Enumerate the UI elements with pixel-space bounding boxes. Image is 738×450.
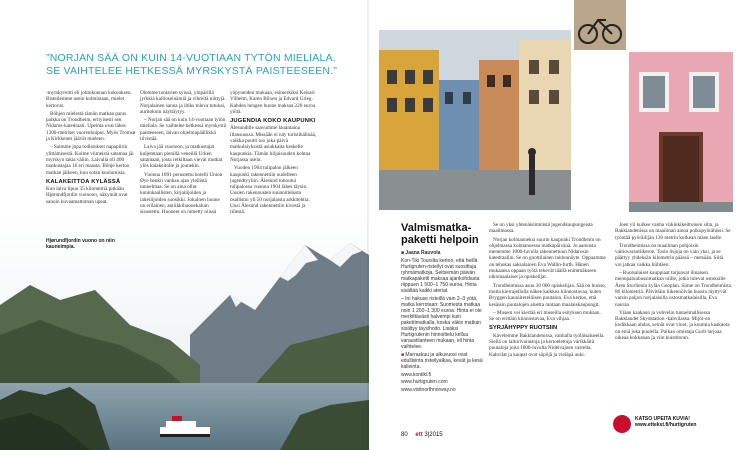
paragraph: Yläan kaakaon ja vohvelin tunnelmallisessa Bakklandet Skydstation -kahvilassa. Mijöt-on kodikkaan ahdas, seinät ovat vinot, ja kuumia kaakaota on eniä joka puolella. Paikan omistaja Gurli tarjoaa oikeaa kokkanan ja viin kuistitoran. [615,309,730,342]
subheading: SYRJÄHYPPY RUOTSIIN [489,325,558,332]
page-number: 80 [401,432,408,438]
paragraph: Vuonna 1891 perustettu hotelli Union Øye henkii vanhan ajan ylellistä tunnelmaa. Se on aina ollut kuninkaallisten, kirjailijoiden ja taiteilijoiden suosikki. Jokainen huone on erilainen, antiikkihuonekaluin sisustettu. Huoneet on nimetty niissä [140,171,223,216]
sidebar-title [401,222,481,246]
sidebar-title-line-2: paketti helpoin [401,234,479,246]
pull-quote-line-1: ”NORJAN SÄÄ ON KUIN 14-VUOTIAAN TYTÖN MIELIALA. [46,52,336,64]
page-folio [401,432,443,438]
paragraph: – Ruotsalaiset kauppiaat tarjoavat ilmaisen menopaluubussimatkan niille, jotka tulevat ostoksille Åren Storlienin kylän Geoplan. Sinne on Trondheimista 86 kilometriä. Päivittäin liikennöivän bussin täyttyvät varsin paljon norjalaisilla ostosmatkalaisilla, Eva nauraa. [615,270,731,308]
subheading: KALAKEITTOA KYLÄSSÄ [46,178,121,185]
camera-badge-icon [613,415,631,433]
paragraph: – Saimme jopa todistukset napapiirin ylittämisestä. Kolme viimeistä satamaa jäi myrskyn takia väliin. Laivalla oli 400 matkustajaa 16 eri maasta. Böhje kertoo matkan jälkeen, kun sotan kuulumisia. [46,144,134,176]
sidebar-body [401,250,483,395]
paragraph: Olemme tuntarien syissä, ympärillä jyrkkiä kallioseinämiä ja vihreitä niittyjä. Norjalainen sanna ja iltiks toleva tutukai, auritokoin näyttäytyy. [140,90,226,115]
issue-number: 3|2015 [424,432,443,438]
article-column-4 [489,222,607,360]
paragraph: Se on yksi yhtenäisimmistä jugendkaupungeista maailmassa. [489,222,593,235]
article-column-3 [230,90,318,218]
paragraph: Laiva jää vuonoon, ja matkustajat kuljetetaan pienillä veneillä Urken satamaan, josta retkiltaan vievät mutkat ylös kalakeitolle ja jonnekin. [140,144,223,170]
badge-line-2[interactable]: www.ettekst.fi/hurtigruten [635,422,697,428]
magazine-brand: ett [415,432,423,438]
paragraph: Vuoden 1904 tulipalon jälkeen kaupunki rakennettiin uudelleen jugendtyyliin. Ålesund tuhoutui tulipalossa vuonna 1904 lähes täysin. Uusien rakennusten suunnittelusta osallistui yli 50 norjalaista arkkitehtia. Uusi Ålesund rakennettiin kivestä ja tiilestä. [230,165,310,216]
sidebar-byline: ■ Jaana Rauvola [401,250,441,256]
pink-house-photo [629,52,733,212]
paragraph: Trondheimissa on maailman pohjoisin valtiovarautilkeroe. Tosin lisjoja on vain yksi, ja se päättyy yhdeksän kilometrin päässä – metsään. Siitä voi jatkaa vaikka hiihtäen. [615,242,724,268]
sidebar-paragraph: Kon-Tiki Tourslta kertoo, että heillä Hurtigruten-risteilyt ovat suosittuja ryhmämatkoja. Seitsemän päivän matkapaketti maksaa ajankohdasta riippuen 1 500–1 750 euroa. Hinta sisältää kaikki ateriat. [401,257,480,295]
article-column-2 [140,90,226,218]
paragraph: Kävelemme Bakklandenissa, vanhalla työläisalueella. Siellä on laiturivarastoja ja kertoelettuja värikkäitä puutaloja joita 1600-luvulta Nidelvajoen varrelta. Kahvilat ja kaupat ovat söpöjä ja vieläpä auki. [489,332,605,358]
paragraph: – Norjan sää on kuin 14-vuotiaan tytön mieliala. Se vaihtelee hetkessä myrskystä paisteeseen, laivan ohjelmapäällikkö tiivistää. [140,117,226,143]
subheading: JUGENDIA KOKO KAUPUNKI [230,118,316,125]
sidebar-title-line-1: Valmismatka- [401,222,472,234]
bicycle-photo [574,0,626,50]
right-page [369,0,738,450]
article-column-1 [46,90,136,207]
badge-line-1: KATSO UPEITA KUVIA! [635,416,690,422]
fjord-landscape-image [0,215,369,450]
paragraph: Kun laiva lipuu 35 kilometriä pitkään Hjørundfjordin vuonoon, näkymät ovat sanoin kuvaamattoman upeat. [46,186,128,205]
arrow-icon: ■ [401,352,405,358]
pull-quote [46,52,346,78]
image-caption: Hjørundfjordin vuono on niin kauneimpia. [46,238,115,250]
paragraph: Joen yli kulkee vanha viikinkikeittoinen silta, ja Bakklandenissa on maailman ainoa polkupyörähissi. Se työntää pyöräilijän 130 metrin korkean mäen laelle. [615,222,731,241]
street-photo [379,30,571,210]
paragraph: Ålesundille saavumme lauantaina illansuussa. Missään ei näy turistihälinää, vaikka puutti tuo joka päivä matkulaiyksistä asiakkaita keskelle kaupunkia. Tämän hiljaisuuden kohtaa Norjassa usein. [230,125,317,163]
paragraph: Norjan kolmanneksi suurin kaupunki Trondheim on ohjelmassa kolmannessa matkapäivänä. Jo aamusta menemme 1000-luvulla rakennettuun Nidarosin katedraaliin. Se on goottilainen taidonnäyte. Oppaamme on tehokas saksalainen Eva Wallin-furth. Hänen mukaansa oppaan työtä tekevät täällä enimmäkseen ulkomaalaiset ja opiskelijat. [489,236,606,281]
paragraph: Trondheimissa asuu 30 000 opiskelijaa. Sää on huono, mutta kierrajellulla näkee kaikkea kiinnostavaa, kuten Bryggen kauniiterelliisen puutalon. Eva kertoo, että kesäisin puutalojen aluetta rantaan maalaiskaupungit. [489,282,606,308]
sidebar-link[interactable]: www.visitnorthnorway.no [401,386,456,393]
sidebar-link[interactable]: www.kontiki.fi [401,371,432,378]
paragraph: -myrskyreitti eli johtokunnan kokouksen. Bisteilemme usein kolmistaan, mielet kertovat. [46,90,132,109]
paragraph: yöpyneiden mukaan, esimerkiksi Keisari Vilhelm, Karen Blixen ja Edvard Grieg. Kahden hengen huone maksaa 220 euroa yöltä. [230,90,316,115]
sidebar-paragraph [401,352,483,370]
sidebar-paragraph: – Ini hakuse risteillä vain 2–3 yötä, matka kerrotaan: Suomesta matkaa noin 1 200–1 300 euroa. Hinta ei ole merkittävästi halvempi kuin pakettimatkalla, koska väkin matkan sisältyy täysihoito. Lisäksi Hurtigrutenin hinnoittelu kelluu varaustilanteen mukaan, eli hinta vaihtelee. [401,295,482,351]
pull-quote-line-2: SE VAIHTELEE HETKESSÄ MYRSKYSTÄ PAISTEESEEN.” [46,65,338,77]
sidebar-link[interactable]: www.hurtigruten.com [401,379,448,386]
paragraph: – Museot vei kiertää eri museilla esityksen mukaan. Se on erittäin kiinnostavaa, Eva vihjaa. [489,309,601,323]
paragraph: Böhjen mielestä tämän matkan paras paikka on Trondheim, erityisesti sen Nidaros-katedraali. Upeinta ovat lähes 1300-metriset vuorenhuiput. Myös Tromsø ja Kirkkenes jäävät mieleen. [46,110,136,143]
article-column-5 [615,222,731,343]
sidebar-paragraph-text: Marraskuu ja alkuvuosi ovat edullisinta risteilyaikaa, kevät ja kesä kalleinta. [401,352,483,371]
photo-link-badge[interactable] [635,416,696,428]
